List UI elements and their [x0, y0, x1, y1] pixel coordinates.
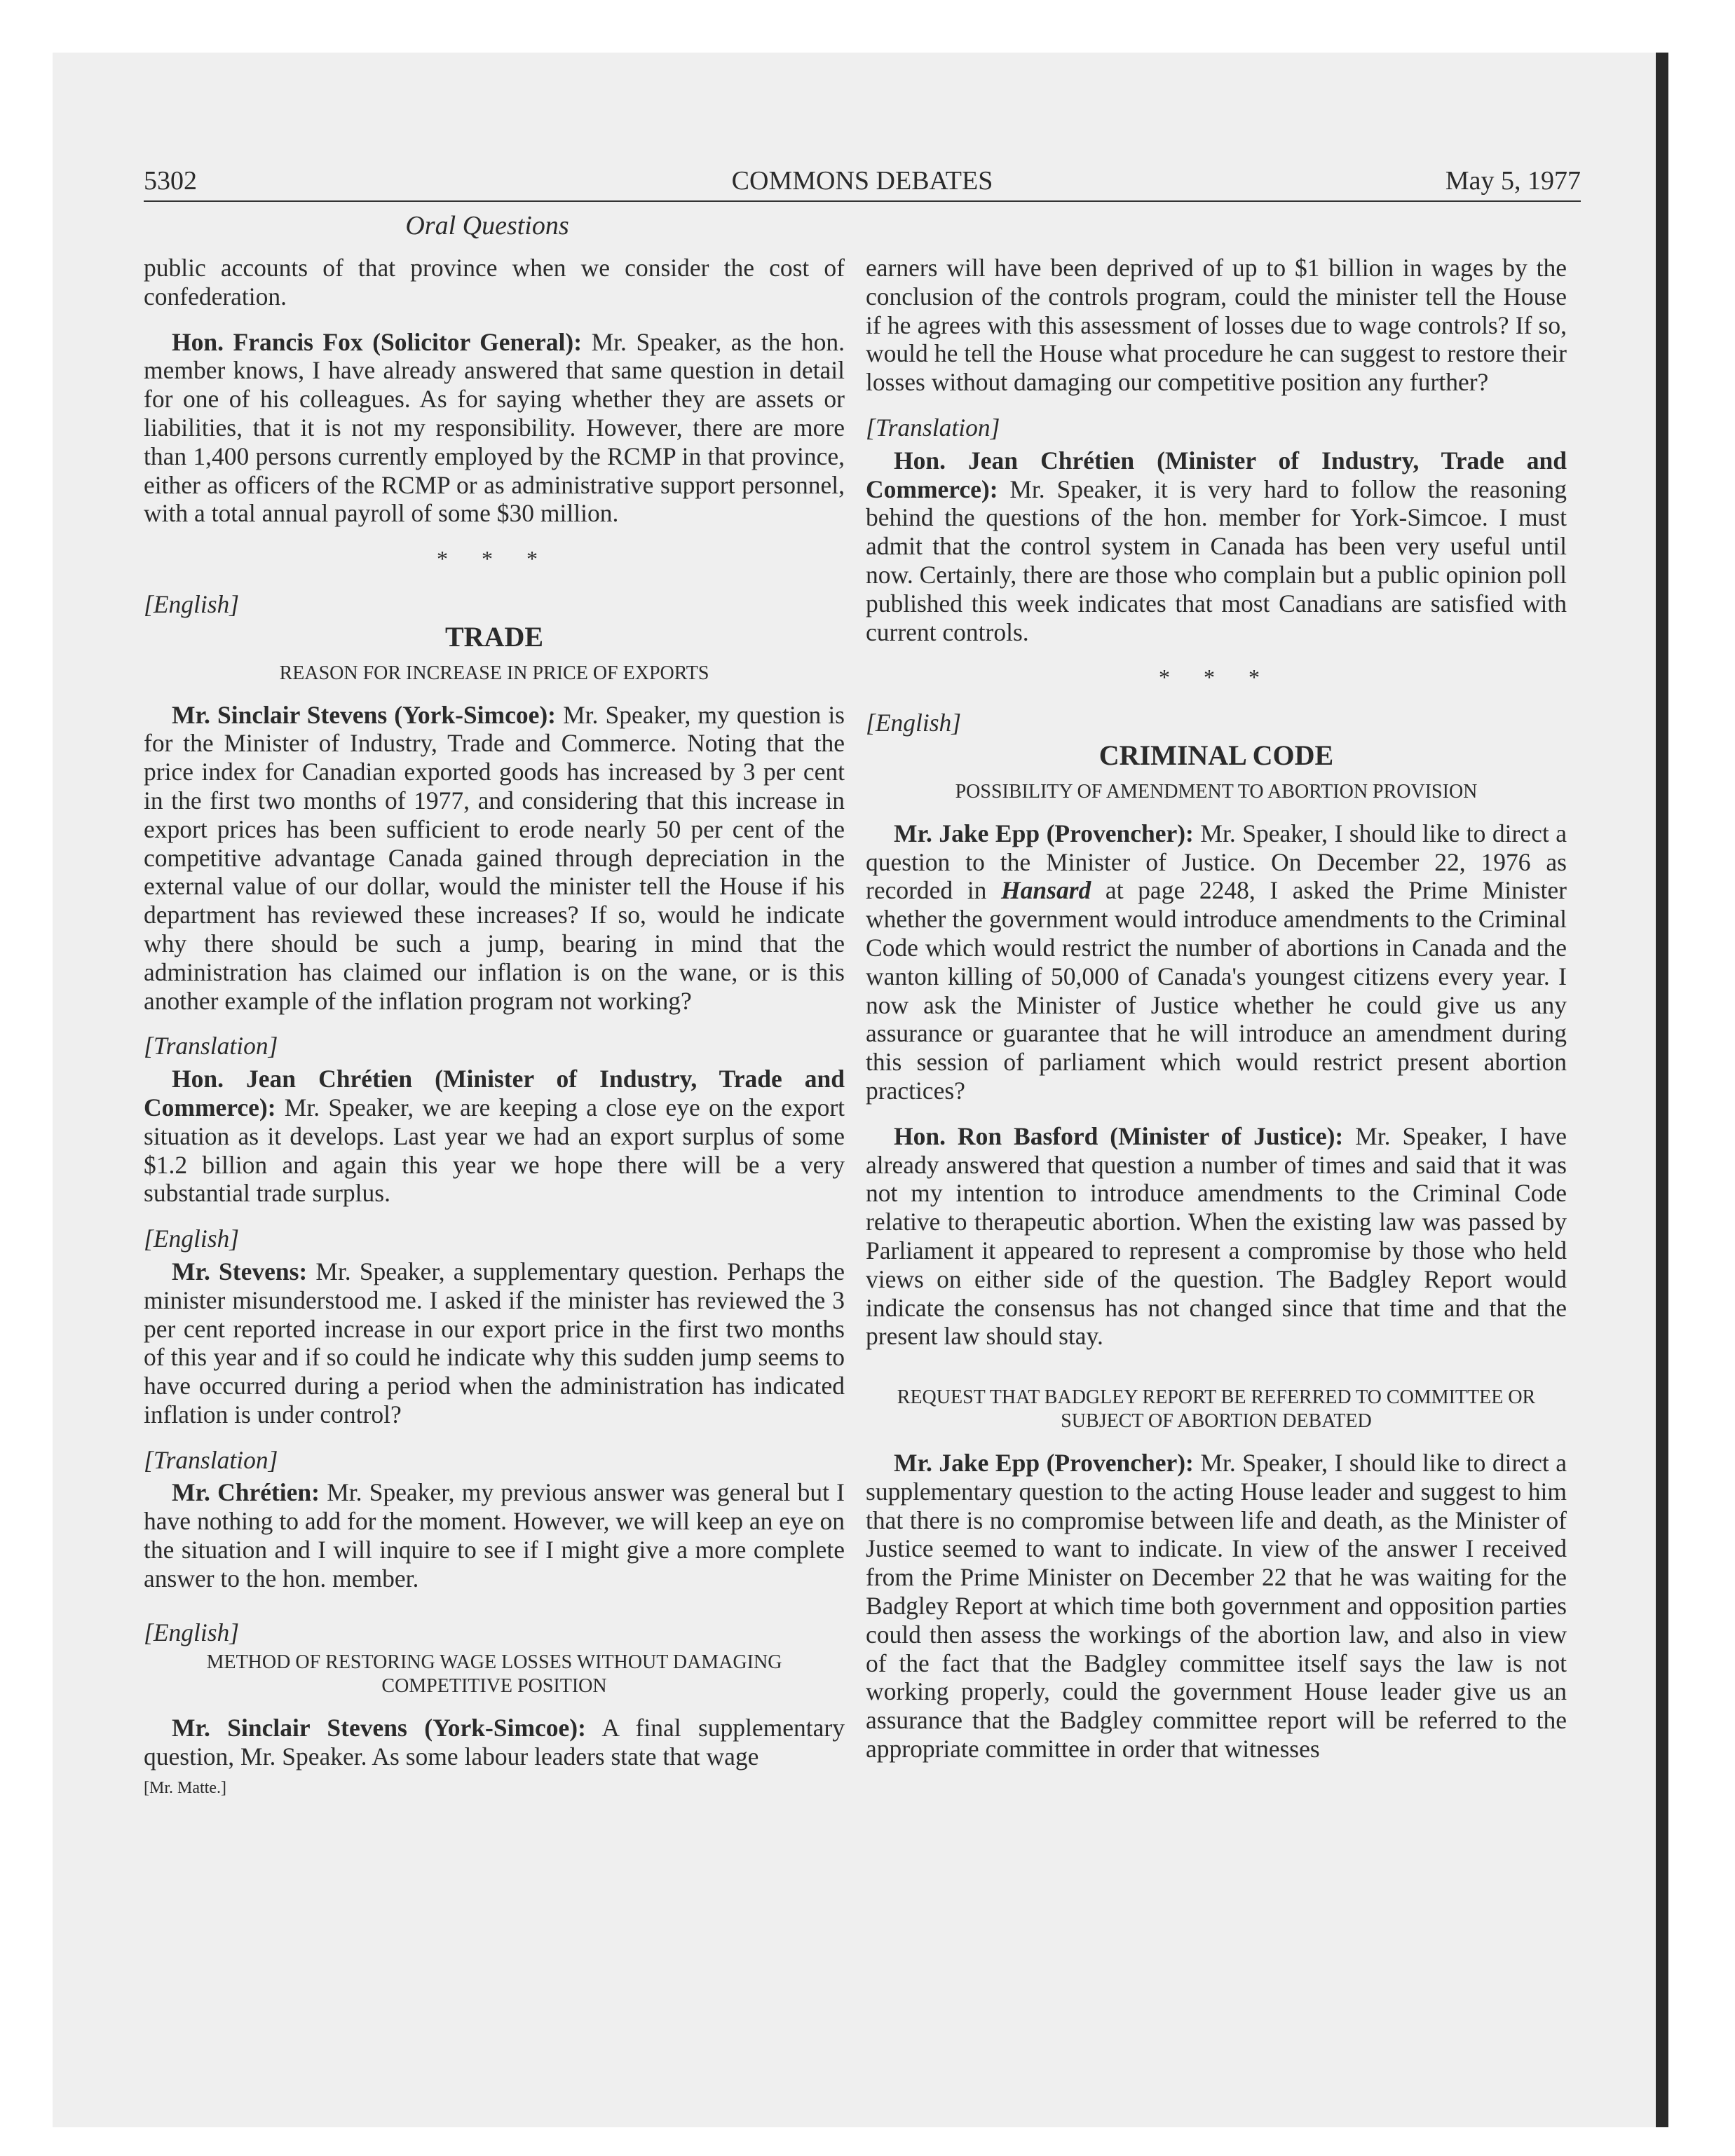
speech-text: Mr. Speaker, I should like to direct a supplementary question to the acting House leader and suggest to him that there is no compromise between life and death, as the Minister of Justice seemed to want to indicate. In view of the answer I received from the Prime Minister on December 22 that he was waiting for the Badgley Report at which time both government and opposition parties could then assess the workings of the abortion law, and also in view of the fact that the Badgley committee itself says the law is not working properly, could the government House leader give us an assurance that the Badgley committee report will be referred to the appropriate committee in order that witnesses: [866, 1449, 1567, 1763]
paragraph: [866, 446, 1567, 647]
paragraph: [144, 1065, 845, 1208]
speech-text: Mr. Speaker, my question is for the Minister of Industry, Trade and Commerce. Noting that the price index for Canadian exported goods has increased by 3 per cent in the first two months of 1977, and considering that this increase in export prices has been sufficient to erode nearly 50 per cent of the competitive advantage Canada gained through depreciation in the external value of our dollar, would the minister tell the House if his department has reviewed these increases? If so, would he indicate why there should be such a jump, bearing in mind that the administration has claimed our inflation is on the wane, or is this another example of the inflation program not working?: [144, 700, 845, 1015]
paragraph: [866, 1449, 1567, 1763]
paragraph: [144, 328, 845, 528]
subsection-heading: REASON FOR INCREASE IN PRICE OF EXPORTS: [279, 662, 709, 684]
language-marker: [Translation]: [144, 1445, 278, 1474]
right-column: [866, 254, 1567, 1780]
paragraph: public accounts of that province when we consider the cost of confederation.: [144, 254, 845, 311]
language-marker: [English]: [144, 1618, 240, 1646]
page-date: May 5, 1977: [1445, 166, 1581, 196]
speaker: Hon. Jean Chrétien (Minister of Industry, Trade and Commerce):: [144, 1065, 845, 1121]
paragraph: [144, 1257, 845, 1429]
paragraph: [866, 1122, 1567, 1351]
speaker: Hon. Jean Chrétien (Minister of Industry, Trade and Commerce):: [866, 446, 1567, 503]
speech-text: A final supplementary question, Mr. Speaker. As some labour leaders state that wage: [144, 1714, 845, 1771]
speaker: Hon. Francis Fox (Solicitor General):: [172, 327, 583, 356]
paragraph: [144, 1478, 845, 1592]
language-marker: [English]: [144, 1224, 240, 1253]
header-rule: [144, 200, 1581, 202]
speech-text: Mr. Speaker, I should like to direct a question to the Minister of Justice. On December 22, 1976 as recorded in: [866, 819, 1567, 905]
speaker: Mr. Jake Epp (Provencher):: [894, 1449, 1194, 1478]
speech-text: at page 2248, I asked the Prime Minister whether the government would introduce amendments to the Criminal Code which would restrict the number of abortions in Canada and the wanton killing of 50,000 of Canada's youngest citizens every year. I now ask the Minister of Justice whether he could give us any assurance or guarantee that he will introduce an amendment during this session of parliament which would restrict present abortion practices?: [866, 876, 1567, 1105]
speech-text: Mr. Speaker, we are keeping a close eye on the export situation as it develops. Last year we had an export surplus of some $1.2 billion and again this year we hope there will be a very substantial trade surplus.: [144, 1093, 845, 1208]
hansard-reference: Hansard: [1001, 876, 1091, 905]
running-head: Oral Questions: [405, 211, 569, 240]
paragraph: [866, 819, 1567, 1105]
footnote: [Mr. Matte.]: [144, 1779, 226, 1798]
subsection-heading: POSSIBILITY OF AMENDMENT TO ABORTION PROVISION: [955, 780, 1478, 803]
language-marker: [English]: [144, 589, 240, 618]
speaker: Mr. Sinclair Stevens (York-Simcoe):: [172, 700, 556, 729]
speaker: Hon. Ron Basford (Minister of Justice):: [894, 1121, 1344, 1150]
section-heading: CRIMINAL CODE: [1098, 739, 1334, 771]
page-number: 5302: [144, 166, 197, 196]
language-marker: [English]: [866, 709, 962, 737]
subsection-heading: METHOD OF RESTORING WAGE LOSSES WITHOUT DAMAGING COMPETITIVE POSITION: [206, 1651, 782, 1698]
language-marker: [Translation]: [144, 1032, 278, 1060]
speech-text: Mr. Speaker, I have already answered that question a number of times and said that it was not my intention to introduce amendments to the Criminal Code relative to therapeutic abortion. When the existing law was passed by Parliament it appeared to represent a compromise by those who held views on either side of the question. The Badgley Report would indicate the consensus has not changed since that time and that the present law should stay.: [866, 1121, 1567, 1351]
speaker: Mr. Stevens:: [172, 1257, 308, 1285]
left-column: [144, 254, 845, 1820]
speaker: Mr. Jake Epp (Provencher):: [894, 819, 1194, 847]
paragraph: earners will have been deprived of up to $1 billion in wages by the conclusion of the controls program, could the minister tell the House if he agrees with this assessment of losses due to wage controls? If so, would he tell the House what procedure he can suggest to restore their losses without damaging our competitive position any further?: [866, 254, 1567, 397]
scan-edge-shadow: [1656, 53, 1668, 2127]
publication-title: COMMONS DEBATES: [731, 166, 993, 196]
paragraph: [144, 701, 845, 1016]
speech-text: Mr. Speaker, my previous answer was general but I have nothing to add for the moment. However, we will keep an eye on the situation and I will inquire to see if I might give a more complete answer to the hon. member.: [144, 1478, 845, 1592]
section-divider: * * *: [437, 546, 552, 572]
language-marker: [Translation]: [866, 413, 1000, 442]
speaker: Mr. Sinclair Stevens (York-Simcoe):: [172, 1714, 586, 1742]
speech-text: Mr. Speaker, as the hon. member knows, I have already answered that same question in detail for one of his colleagues. As for saying whether they are assets or liabilities, that it is not my responsibility. However, there are more than 1,400 persons currently employed by the RCMP in that province, either as officers of the RCMP or as administrative support personnel, with a total annual payroll of some $30 million.: [144, 327, 845, 528]
paragraph: [144, 1714, 845, 1771]
section-divider: * * *: [1159, 664, 1274, 690]
speech-text: Mr. Speaker, it is very hard to follow the reasoning behind the questions of the hon. member for York-Simcoe. I must admit that the control system in Canada has been very useful until now. Certainly, there are those who complain but a public opinion poll published this week indicates that most Canadians are satisfied with current controls.: [866, 475, 1567, 646]
section-heading: TRADE: [444, 620, 544, 653]
speaker: Mr. Chrétien:: [172, 1478, 320, 1507]
subsection-heading: REQUEST THAT BADGLEY REPORT BE REFERRED TO COMMITTEE OR SUBJECT OF ABORTION DEBATED: [897, 1386, 1536, 1433]
speech-text: Mr. Speaker, a supplementary question. Perhaps the minister misunderstood me. I asked if the minister has reviewed the 3 per cent reported increase in our export price in the first two months of this year and if so could he indicate why this sudden jump seems to have occurred during a period when the administration has indicated inflation is under control?: [144, 1257, 845, 1428]
